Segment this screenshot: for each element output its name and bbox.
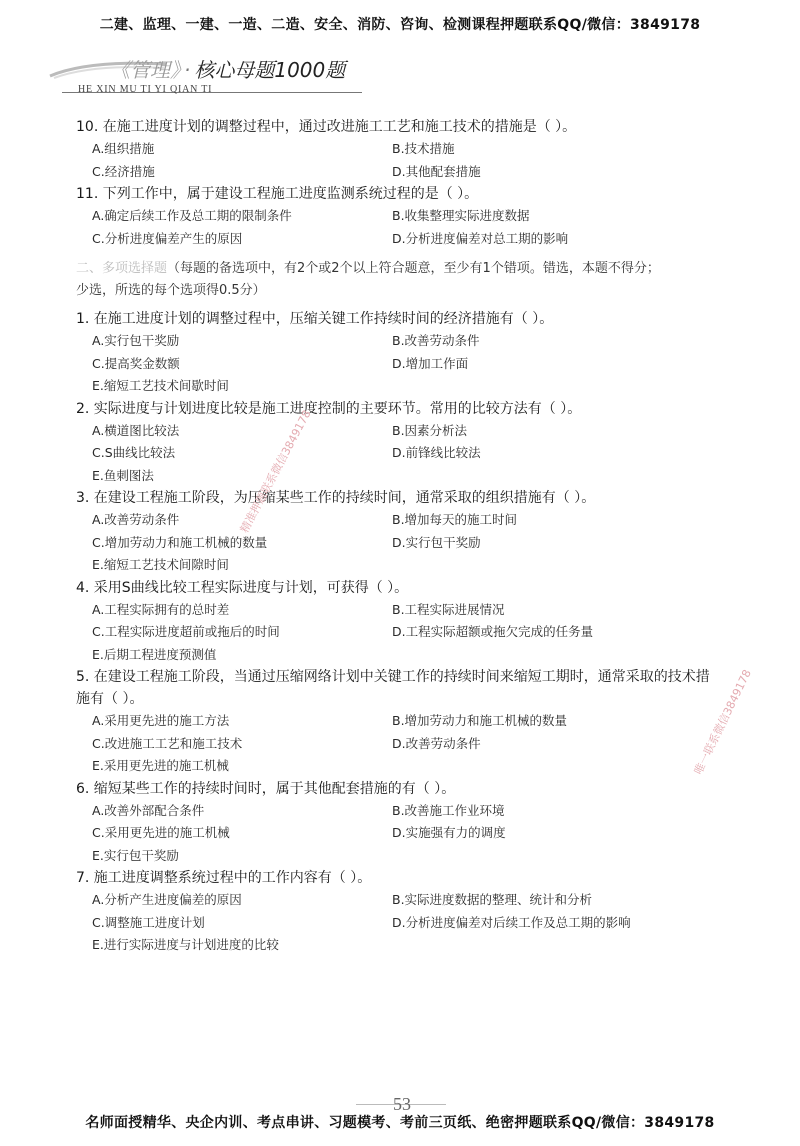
option: B.改善施工作业环境 bbox=[392, 802, 505, 818]
option: C.改进施工工艺和施工技术 bbox=[92, 735, 243, 751]
option: A.分析产生进度偏差的原因 bbox=[92, 892, 242, 907]
option: A.横道图比较法 bbox=[92, 422, 180, 438]
option-list bbox=[92, 330, 766, 398]
section-title: 二、多项选择题 bbox=[76, 261, 168, 276]
option: B.因素分析法 bbox=[392, 422, 468, 438]
option: C.S曲线比较法 bbox=[92, 445, 176, 460]
option: B.技术措施 bbox=[392, 141, 455, 156]
header-title bbox=[110, 54, 345, 83]
option: A.改善外部配合条件 bbox=[92, 802, 205, 818]
option: D.分析进度偏差对总工期的影响 bbox=[392, 230, 569, 246]
question-stem: 11. 下列工作中，属于建设工程施工进度监测系统过程的是（ ）。 bbox=[76, 186, 479, 202]
option: E.采用更先进的施工机械 bbox=[92, 758, 229, 773]
section-desc-line1: （每题的备选项中，有2个或2个以上符合题意，至少有1个错项。错选，本题不得分； bbox=[167, 261, 660, 276]
option: A.确定后续工作及总工期的限制条件 bbox=[92, 208, 292, 223]
section-heading bbox=[76, 258, 766, 302]
option: E.缩短工艺技术间歇时间 bbox=[92, 378, 229, 393]
watermark-text: 精准押题联系微信3849178 bbox=[237, 407, 314, 536]
option: D.实行包干奖励 bbox=[392, 534, 481, 550]
option: A.采用更先进的施工方法 bbox=[92, 713, 230, 728]
option: A.组织措施 bbox=[92, 141, 155, 156]
option-list bbox=[92, 599, 766, 667]
question-stem: 5. 在建设工程施工阶段，当通过压缩网络计划中关键工作的持续时间来缩短工期时，通常采取的技术措 bbox=[76, 669, 710, 685]
option-list bbox=[92, 420, 766, 488]
option: C.分析进度偏差产生的原因 bbox=[92, 230, 243, 246]
option: D.实施强有力的调度 bbox=[392, 825, 506, 840]
question-stem: 2. 实际进度与计划进度比较是施工进度控制的主要环节。常用的比较方法有（ ）。 bbox=[76, 400, 582, 417]
option-list bbox=[92, 205, 766, 250]
option: B.增加每天的施工时间 bbox=[392, 512, 518, 527]
header-dot: · bbox=[184, 58, 191, 82]
option: B.实际进度数据的整理、统计和分析 bbox=[392, 892, 593, 907]
question-block bbox=[76, 666, 766, 778]
option: D.改善劳动条件 bbox=[392, 735, 481, 751]
watermark-text: 唯一联系微信3849178 bbox=[691, 667, 754, 777]
option: A.工程实际拥有的总时差 bbox=[92, 601, 230, 617]
question-block bbox=[76, 487, 766, 577]
option: B.收集整理实际进度数据 bbox=[392, 208, 530, 223]
question-stem: 3. 在建设工程施工阶段，为压缩某些工作的持续时间，通常采取的组织措施有（ ）。 bbox=[76, 490, 596, 506]
option: C.经济措施 bbox=[92, 163, 155, 179]
option: D.分析进度偏差对后续工作及总工期的影响 bbox=[392, 914, 631, 930]
question-block bbox=[76, 778, 766, 868]
page-content bbox=[76, 116, 766, 957]
page-number: 53 bbox=[393, 1094, 411, 1114]
option-list bbox=[92, 138, 766, 183]
option: E.实行包干奖励 bbox=[92, 847, 179, 863]
header-pinyin: HE XIN MU TI YI QIAN TI bbox=[78, 84, 213, 95]
header-book-name: 《管理》 bbox=[110, 58, 180, 82]
running-header bbox=[48, 52, 368, 100]
option: C.工程实际进度超前或拖后的时间 bbox=[92, 624, 280, 639]
question-stem-continued: 施有（ ）。 bbox=[76, 691, 144, 707]
option: D.工程实际超额或拖欠完成的任务量 bbox=[392, 624, 594, 639]
question-stem: 4. 采用S曲线比较工程实际进度与计划，可获得（ ）。 bbox=[76, 579, 409, 596]
option: C.调整施工进度计划 bbox=[92, 914, 205, 930]
option: C.采用更先进的施工机械 bbox=[92, 825, 230, 840]
option-list bbox=[92, 710, 766, 778]
section-desc-line2: 少选，所选的每个选项得0.5分） bbox=[76, 283, 266, 298]
question-stem: 10. 在施工进度计划的调整过程中，通过改进施工工艺和施工技术的措施是（ ）。 bbox=[76, 119, 577, 135]
option: B.增加劳动力和施工机械的数量 bbox=[392, 713, 568, 728]
question-block bbox=[76, 183, 766, 250]
header-main-title: 核心母题1000题 bbox=[194, 58, 346, 82]
bottom-banner: 名师面授精华、央企内训、考点串讲、习题模考、考前三页纸、绝密押题联系QQ/微信：3849178 bbox=[85, 1115, 715, 1131]
option: A.改善劳动条件 bbox=[92, 512, 180, 527]
option: E.进行实际进度与计划进度的比较 bbox=[92, 937, 279, 952]
option: E.缩短工艺技术间隙时间 bbox=[92, 557, 229, 572]
question-block bbox=[76, 867, 766, 957]
option-list bbox=[92, 509, 766, 577]
option: E.鱼刺图法 bbox=[92, 467, 154, 483]
option: D.其他配套措施 bbox=[392, 163, 481, 179]
option-list bbox=[92, 889, 766, 957]
option: C.提高奖金数额 bbox=[92, 355, 180, 371]
question-stem: 7. 施工进度调整系统过程中的工作内容有（ ）。 bbox=[76, 870, 372, 886]
option: A.实行包干奖励 bbox=[92, 333, 180, 348]
option: E.后期工程进度预测值 bbox=[92, 646, 217, 662]
question-block bbox=[76, 116, 766, 183]
question-block bbox=[76, 398, 766, 488]
top-banner: 二建、监理、一建、一造、二造、安全、消防、咨询、检测课程押题联系QQ/微信：3849178 bbox=[99, 17, 701, 33]
option: D.增加工作面 bbox=[392, 355, 469, 371]
option: B.工程实际进展情况 bbox=[392, 601, 505, 617]
question-block bbox=[76, 308, 766, 398]
option: B.改善劳动条件 bbox=[392, 333, 480, 348]
question-block bbox=[76, 577, 766, 667]
option: C.增加劳动力和施工机械的数量 bbox=[92, 534, 268, 550]
option-list bbox=[92, 800, 766, 868]
question-stem: 1. 在施工进度计划的调整过程中，压缩关键工作持续时间的经济措施有（ ）。 bbox=[76, 311, 554, 327]
question-stem: 6. 缩短某些工作的持续时间时，属于其他配套措施的有（ ）。 bbox=[76, 780, 456, 797]
option: D.前锋线比较法 bbox=[392, 445, 481, 460]
